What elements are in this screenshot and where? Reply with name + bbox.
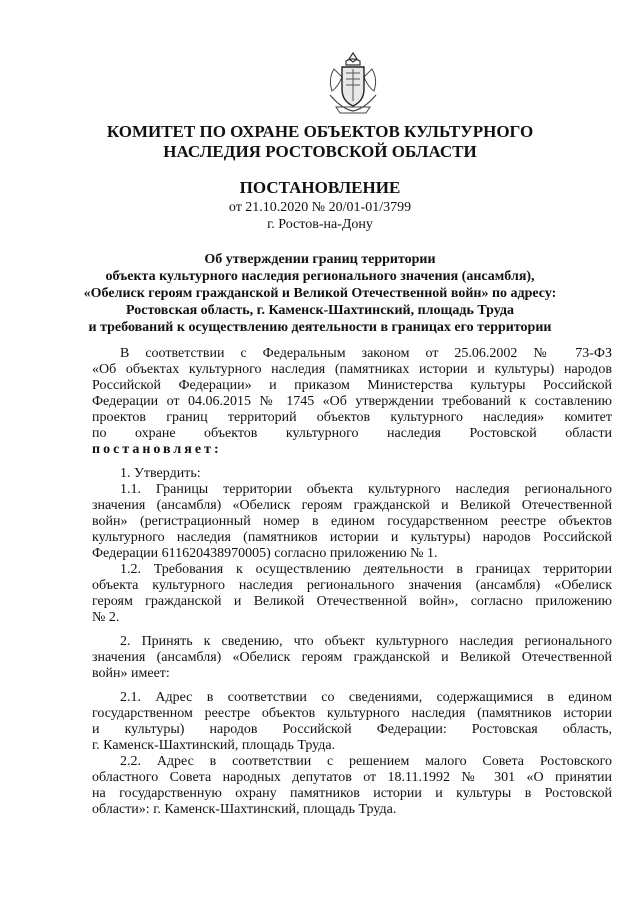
body-line: Федерации 611620438970005) согласно приложению № 1. <box>92 546 438 561</box>
committee-name-line-1: КОМИТЕТ ПО ОХРАНЕ ОБЪЕКТОВ КУЛЬТУРНОГО <box>106 122 534 141</box>
paragraph-spacer <box>92 682 612 690</box>
document-subject <box>80 251 560 336</box>
item-2 <box>92 634 612 682</box>
body-line: значения (ансамбля) «Обелиск героям гражданской и Великой Отечественной <box>92 498 612 513</box>
body-line: областного Совета народных депутатов от 18.11.1992 № 301 «О принятии <box>92 770 612 785</box>
body-line: В соответствии с Федеральным законом от 25.06.2002 № 73-ФЗ <box>120 346 612 361</box>
subject-line: объекта культурного наследия регионального значения (ансамбля), <box>105 269 535 284</box>
body-line: 2. Принять к сведению, что объект культурного наследия регионального <box>120 634 612 649</box>
body-line: объекта культурного наследия регионального значения (ансамбля) «Обелиск <box>92 578 612 593</box>
document-type-title: ПОСТАНОВЛЕНИЕ <box>239 178 401 197</box>
body-line: войн» имеет: <box>92 666 170 681</box>
decree-word: постановляет: <box>92 442 222 457</box>
body-line: культурного наследия (памятников истории и культуры) народов Российской <box>92 530 612 545</box>
subject-line: Об утверждении границ территории <box>204 252 436 267</box>
body-line: проектов границ территорий объектов культурного наследия» комитет <box>92 410 612 425</box>
paragraph-spacer <box>92 458 612 466</box>
preamble-paragraph <box>92 346 612 458</box>
body-line: «Об объектах культурного наследия (памятниках истории и культуры) народов <box>92 362 612 377</box>
body-line: 2.1. Адрес в соответствии со сведениями, содержащимися в едином <box>120 690 612 705</box>
paragraph-spacer <box>92 626 612 634</box>
document-city: г. Ростов-на-Дону <box>267 217 373 232</box>
body-line: героям гражданской и Великой Отечественной войн», согласно приложению <box>92 594 612 609</box>
body-line: Российской Федерации» и приказом Министерства культуры Российской <box>92 378 612 393</box>
document-date-number: от 21.10.2020 № 20/01-01/3799 <box>228 200 412 215</box>
item-1-2 <box>92 562 612 626</box>
body-line: войн» (регистрационный номер в едином государственном реестре объектов <box>92 514 612 529</box>
subject-line: Ростовская область, г. Каменск-Шахтинский, площадь Труда <box>126 303 514 318</box>
body-line: области»: г. Каменск-Шахтинский, площадь Труда. <box>92 802 397 817</box>
item-1 <box>92 466 612 482</box>
item-2-2 <box>92 754 612 818</box>
body-line: 1.1. Границы территории объекта культурного наследия регионального <box>120 482 612 497</box>
coat-of-arms-icon <box>324 51 382 115</box>
body-line: по охране объектов культурного наследия Ростовской области <box>92 426 612 441</box>
body-line: г. Каменск-Шахтинский, площадь Труда. <box>92 738 336 753</box>
body-line: № 2. <box>92 610 120 625</box>
item-1-1 <box>92 482 612 562</box>
subject-line: и требований к осуществлению деятельности в границах его территории <box>88 320 552 335</box>
body-line: 1.2. Требования к осуществлению деятельности в границах территории <box>120 562 612 577</box>
body-line: 2.2. Адрес в соответствии с решением малого Совета Ростовского <box>120 754 612 769</box>
subject-line: «Обелиск героям гражданской и Великой Отечественной войн» по адресу: <box>83 286 557 301</box>
item-1-label: 1. Утвердить: <box>120 466 201 481</box>
committee-name-line-2: НАСЛЕДИЯ РОСТОВСКОЙ ОБЛАСТИ <box>163 142 477 161</box>
body-line: значения (ансамбля) «Обелиск героям гражданской и Великой Отечественной <box>92 650 612 665</box>
item-2-1 <box>92 690 612 754</box>
body-line: Федерации от 04.06.2015 № 1745 «Об утверждении требований к составлению <box>92 394 612 409</box>
document-meta <box>0 199 640 233</box>
document-body <box>92 346 612 818</box>
body-line: государственном реестре объектов культурного наследия (памятников истории <box>92 706 612 721</box>
body-line: на государственную охрану памятников истории и культуры в Ростовской <box>92 786 612 801</box>
committee-name <box>0 122 640 162</box>
body-line: и культуры) народов Российской Федерации: Ростовская область, <box>92 722 612 737</box>
